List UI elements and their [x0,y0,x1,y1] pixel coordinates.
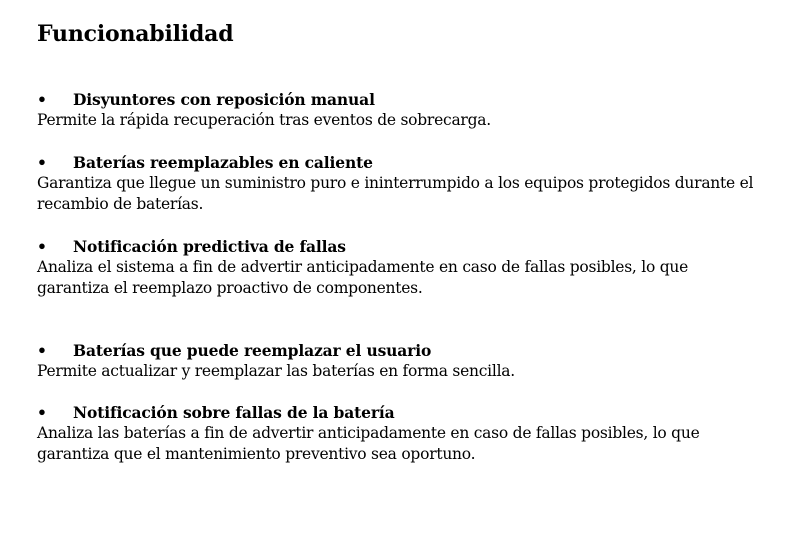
feature-heading: Baterías que puede reemplazar el usuario [73,341,432,360]
feature-heading: Notificación predictiva de fallas [73,237,346,256]
feature-heading: Baterías reemplazables en caliente [73,153,373,172]
page-title: Funcionabilidad [37,21,234,47]
feature-heading: Disyuntores con reposición manual [73,90,375,109]
feature-item-circuit-breakers [37,89,760,131]
feature-description: Garantiza que llegue un suministro puro e ininterrumpido a los equipos protegidos durante el recambio de baterías. [37,174,754,213]
feature-description: Analiza el sistema a fin de advertir anticipadamente en caso de fallas posibles, lo que garantiza el reemplazo proactivo de componentes. [37,258,689,297]
feature-heading-row [37,236,760,257]
feature-heading-row [37,89,760,110]
bullet-icon: • [37,90,47,109]
feature-heading-row [37,152,760,173]
feature-item-hot-swap-batteries [37,152,760,215]
feature-heading-row [37,340,760,361]
feature-item-battery-failure-notice [37,402,760,465]
feature-item-user-replaceable-batteries [37,340,760,382]
feature-description: Analiza las baterías a fin de advertir anticipadamente en caso de fallas posibles, lo que garantiza que el mantenimiento preventivo sea oportuno. [37,424,700,463]
bullet-icon: • [37,153,47,172]
bullet-icon: • [37,403,47,422]
feature-heading: Notificación sobre fallas de la batería [73,403,395,422]
feature-heading-row [37,402,760,423]
bullet-icon: • [37,237,47,256]
feature-description: Permite la rápida recuperación tras eventos de sobrecarga. [37,111,491,129]
feature-description: Permite actualizar y reemplazar las baterías en forma sencilla. [37,362,515,380]
bullet-icon: • [37,341,47,360]
feature-item-predictive-failure [37,236,760,299]
